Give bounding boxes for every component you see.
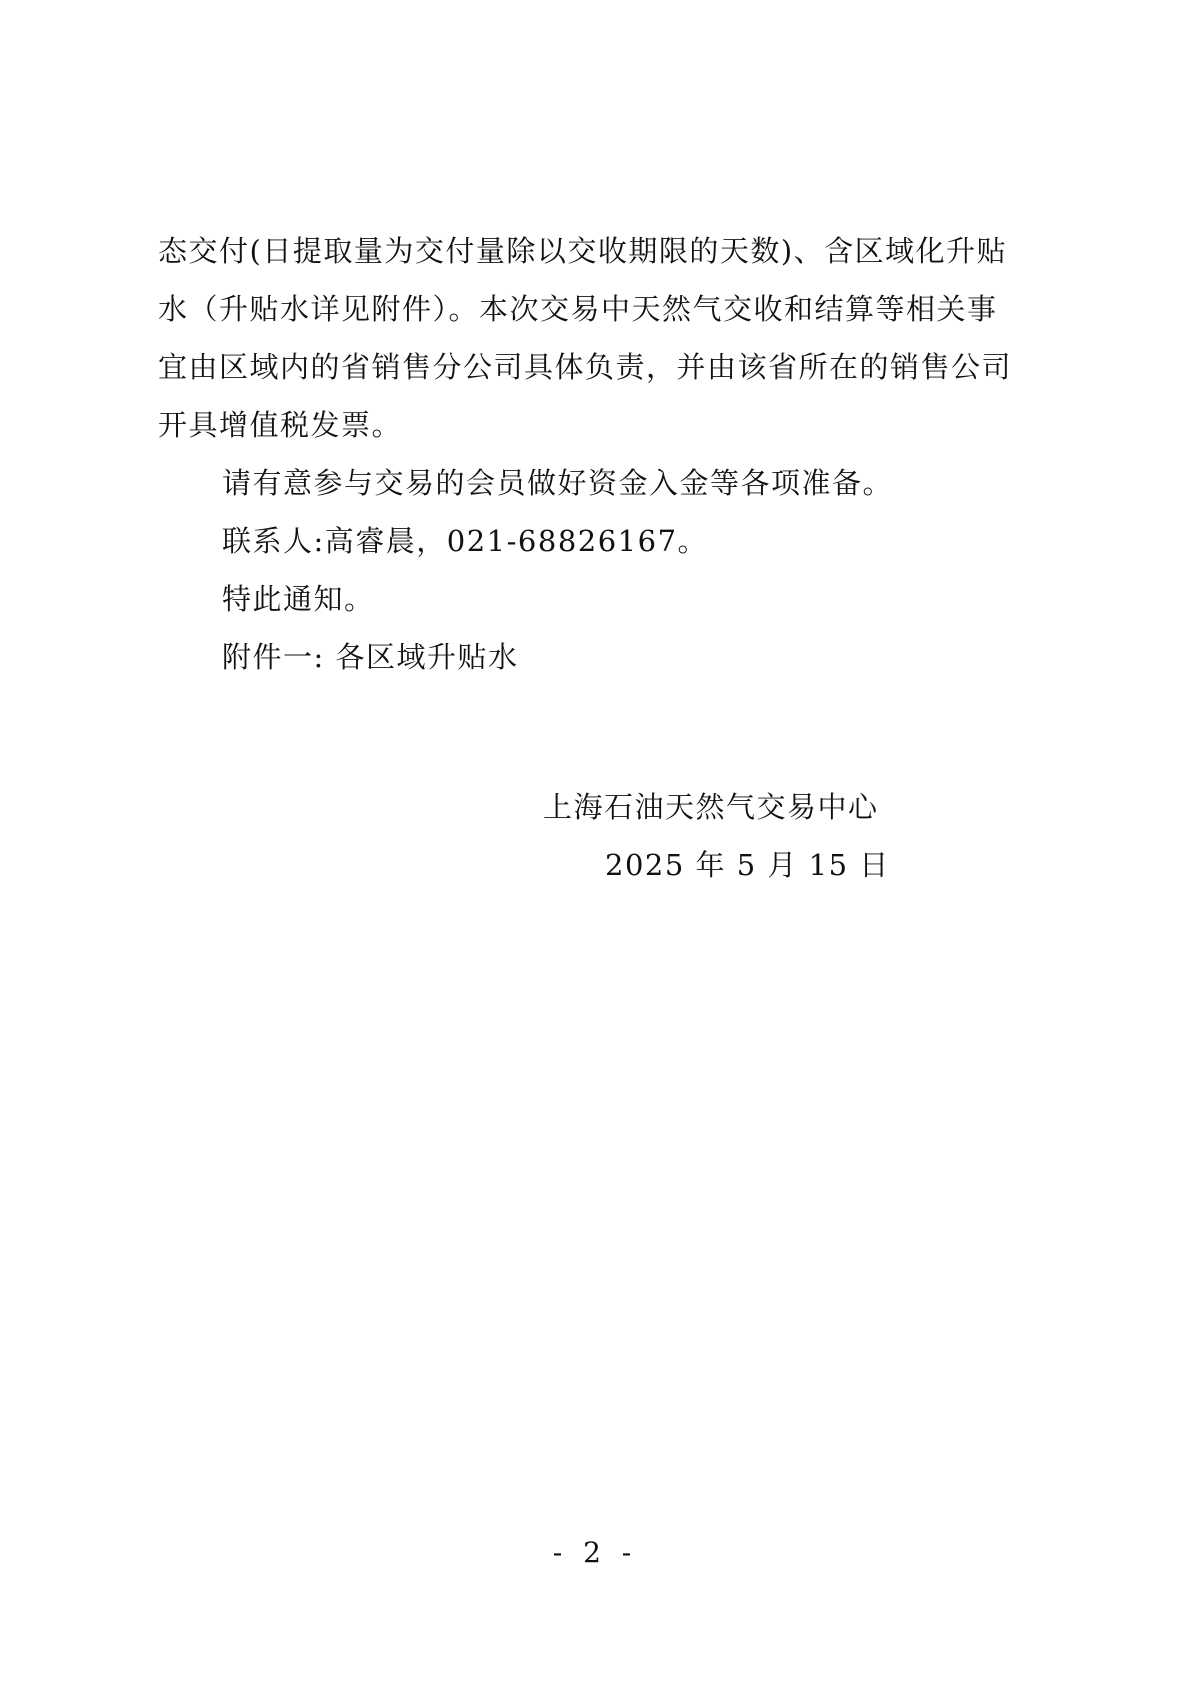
signature-date: 2025 年 5 月 15 日 xyxy=(605,848,890,882)
paragraph-line: 态交付(日提取量为交付量除以交收期限的天数)、含区域化升贴 xyxy=(158,234,1008,268)
signature-block xyxy=(543,778,963,894)
attachment-line: 附件一: 各区域升贴水 xyxy=(222,640,519,674)
contact-line: 联系人:高睿晨，021-68826167。 xyxy=(222,524,709,558)
signature-organization: 上海石油天然气交易中心 xyxy=(543,790,879,824)
page-number: - 2 - xyxy=(552,1536,638,1569)
paragraph-line: 水（升贴水详见附件）。本次交易中天然气交收和结算等相关事 xyxy=(158,292,998,326)
notice-line: 特此通知。 xyxy=(222,582,375,616)
paragraph-line: 开具增值税发票。 xyxy=(158,408,403,442)
paragraph-line: 宜由区域内的省销售分公司具体负责，并由该省所在的销售公司 xyxy=(158,350,1013,384)
preparation-paragraph: 请有意参与交易的会员做好资金入金等各项准备。 xyxy=(222,466,894,500)
document-body xyxy=(158,222,1040,686)
